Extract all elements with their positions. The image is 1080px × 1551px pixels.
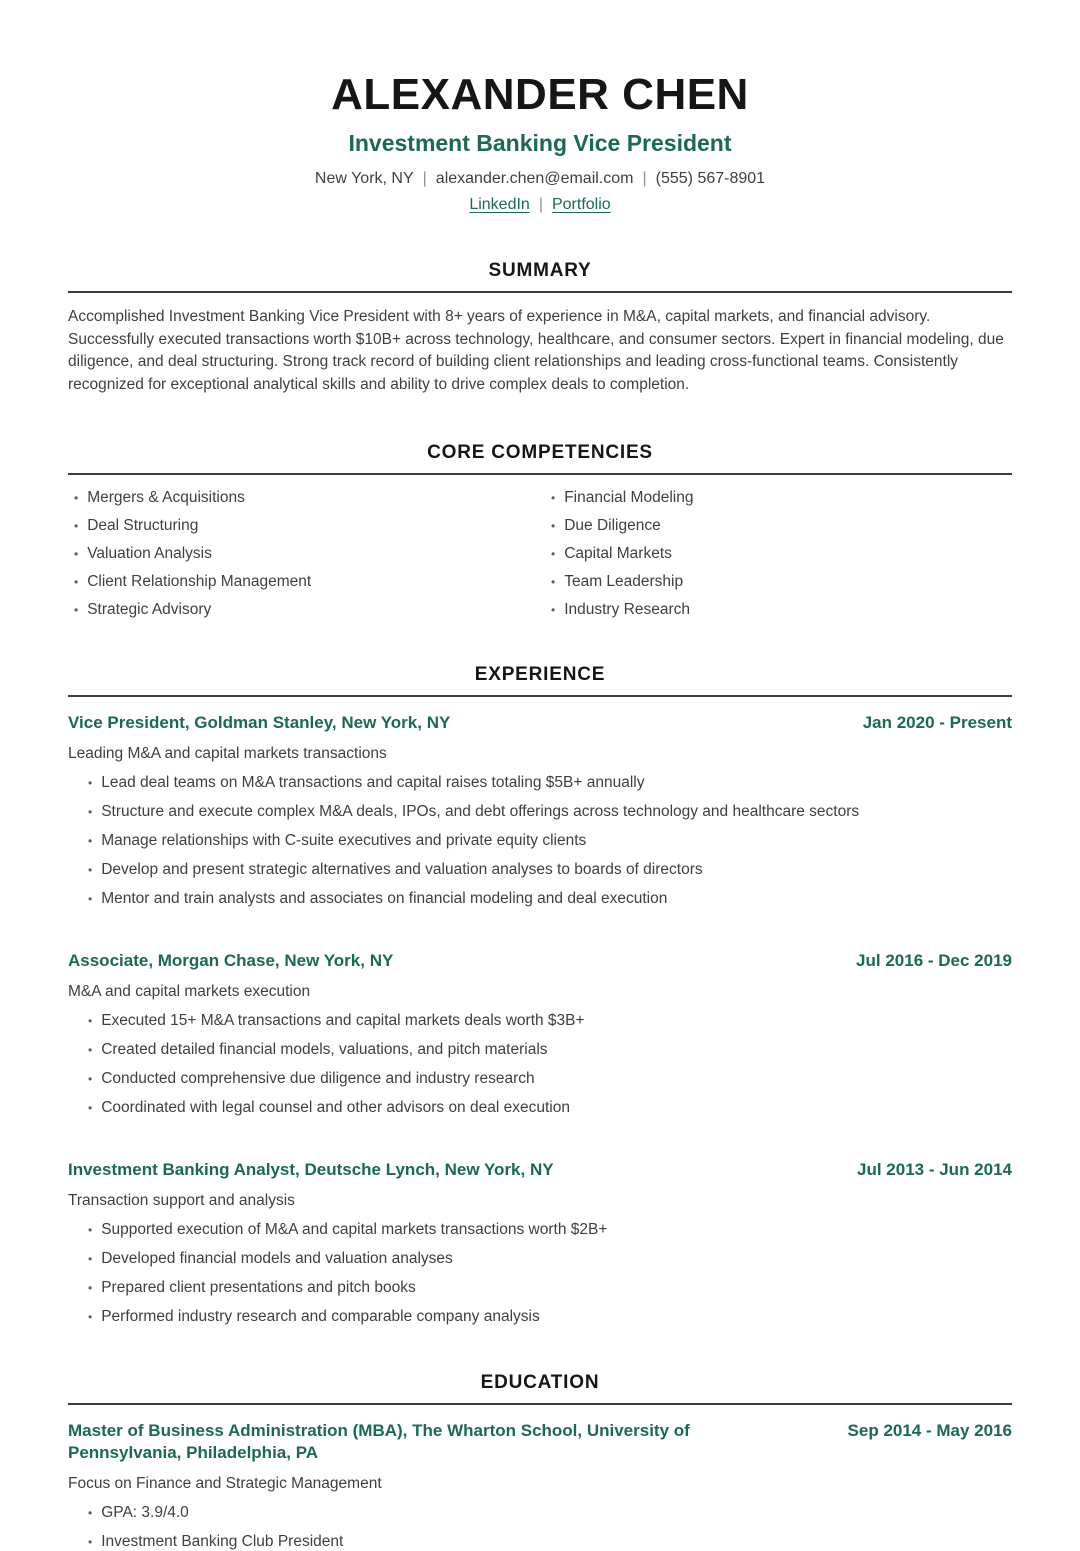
links-separator: | — [538, 196, 543, 214]
experience-entry — [68, 950, 1012, 1117]
job-bullet — [68, 774, 1012, 792]
competency-label: Team Leadership — [564, 573, 684, 591]
job-bullet — [68, 890, 1012, 908]
contact-line — [68, 170, 1012, 188]
job-bullet — [68, 1221, 1012, 1239]
bullet-dot-icon: • — [88, 1310, 93, 1325]
bullet-dot-icon: • — [74, 547, 79, 562]
bullet-dot-icon: • — [88, 863, 93, 878]
job-bullet-list — [68, 1221, 1012, 1326]
bullet-dot-icon: • — [88, 1252, 93, 1267]
experience-heading: EXPERIENCE — [474, 664, 606, 686]
bullet-dot-icon: • — [88, 1223, 93, 1238]
competencies-heading: CORE COMPETENCIES — [427, 442, 653, 464]
bullet-dot-icon: • — [88, 1281, 93, 1296]
competency-label: Capital Markets — [564, 545, 672, 563]
competency-item — [68, 574, 535, 590]
degree-dates: Sep 2014 - May 2016 — [847, 1421, 1012, 1441]
competencies-right-column — [545, 490, 1012, 618]
competency-label: Mergers & Acquisitions — [87, 489, 245, 507]
bullet-text: Conducted comprehensive due diligence and industry research — [101, 1070, 535, 1088]
bullet-dot-icon: • — [88, 1014, 93, 1029]
competency-item — [545, 490, 1012, 506]
links-line — [68, 196, 1012, 214]
job-dates: Jul 2016 - Dec 2019 — [856, 951, 1012, 971]
experience-entry — [68, 1159, 1012, 1326]
competency-item — [68, 518, 535, 534]
bullet-text: Develop and present strategic alternatives and valuation analyses to boards of directors — [101, 861, 703, 879]
competency-label: Deal Structuring — [87, 517, 199, 535]
competency-label: Client Relationship Management — [87, 573, 312, 591]
job-bullet — [68, 1099, 1012, 1117]
degree-subtitle: Focus on Finance and Strategic Management — [68, 1475, 382, 1493]
bullet-dot-icon: • — [88, 892, 93, 907]
job-bullet-list — [68, 1012, 1012, 1117]
section-divider — [68, 1403, 1012, 1405]
bullet-text: Developed financial models and valuation analyses — [101, 1250, 453, 1268]
contact-separator: | — [422, 170, 427, 188]
degree-bullet — [68, 1533, 1012, 1551]
bullet-text: Lead deal teams on M&A transactions and capital raises totaling $5B+ annually — [101, 774, 645, 792]
bullet-dot-icon: • — [88, 834, 93, 849]
job-bullet-list — [68, 774, 1012, 908]
competency-label: Valuation Analysis — [87, 545, 212, 563]
job-bullet — [68, 832, 1012, 850]
bullet-dot-icon: • — [88, 1043, 93, 1058]
bullet-text: Created detailed financial models, valuations, and pitch materials — [101, 1041, 548, 1059]
resume-header — [68, 72, 1012, 214]
degree-bullet — [68, 1504, 1012, 1522]
candidate-headline: Investment Banking Vice President — [348, 130, 732, 157]
bullet-dot-icon: • — [74, 519, 79, 534]
entry-header — [68, 1159, 1012, 1181]
job-bullet — [68, 1012, 1012, 1030]
education-entry — [68, 1420, 1012, 1551]
bullet-text: Executed 15+ M&A transactions and capital markets deals worth $3B+ — [101, 1012, 585, 1030]
bullet-dot-icon: • — [88, 1535, 93, 1550]
competency-item — [545, 518, 1012, 534]
job-bullet — [68, 1279, 1012, 1297]
linkedin-link[interactable]: LinkedIn — [469, 196, 530, 214]
job-title: Associate, Morgan Chase, New York, NY — [68, 951, 394, 971]
job-subtitle: Transaction support and analysis — [68, 1192, 295, 1210]
competency-item — [68, 490, 535, 506]
competency-label: Industry Research — [564, 601, 690, 619]
section-education — [68, 1372, 1012, 1551]
summary-heading: SUMMARY — [488, 260, 592, 282]
job-bullet — [68, 803, 1012, 821]
bullet-text: Structure and execute complex M&A deals, IPOs, and debt offerings across technology and healthcare sectors — [101, 803, 860, 821]
entry-header — [68, 950, 1012, 972]
bullet-dot-icon: • — [88, 776, 93, 791]
section-divider — [68, 473, 1012, 475]
job-bullet — [68, 861, 1012, 879]
job-title: Vice President, Goldman Stanley, New York, NY — [68, 713, 451, 733]
competency-item — [68, 546, 535, 562]
competency-label: Strategic Advisory — [87, 601, 212, 619]
bullet-dot-icon: • — [551, 491, 556, 506]
job-bullet — [68, 1250, 1012, 1268]
section-divider — [68, 291, 1012, 293]
job-bullet — [68, 1041, 1012, 1059]
bullet-text: Supported execution of M&A and capital markets transactions worth $2B+ — [101, 1221, 608, 1239]
summary-text: Accomplished Investment Banking Vice President with 8+ years of experience in M&A, capital markets, and financial advisory. Successfully executed transactions worth $10B+ across technology, healthcare, and consumer sectors. Expert in financial modeling, due diligence, and deal structuring. Strong track record of building client relationships and leading cross-functional teams. Consistently recognized for exceptional analytical skills and ability to drive complex deals to completion. — [68, 308, 1004, 393]
competency-label: Financial Modeling — [564, 489, 694, 507]
section-experience — [68, 664, 1012, 1326]
bullet-dot-icon: • — [88, 805, 93, 820]
bullet-text: Mentor and train analysts and associates on financial modeling and deal execution — [101, 890, 668, 908]
section-divider — [68, 695, 1012, 697]
bullet-dot-icon: • — [88, 1101, 93, 1116]
degree-bullet-list — [68, 1504, 1012, 1551]
job-subtitle: M&A and capital markets execution — [68, 983, 311, 1001]
section-summary — [68, 260, 1012, 396]
contact-location: New York, NY — [314, 170, 414, 188]
job-dates: Jul 2013 - Jun 2014 — [857, 1160, 1012, 1180]
job-title: Investment Banking Analyst, Deutsche Lynch, New York, NY — [68, 1160, 554, 1180]
contact-separator: | — [642, 170, 647, 188]
candidate-name: ALEXANDER CHEN — [331, 70, 749, 119]
competency-item — [545, 574, 1012, 590]
bullet-text: Prepared client presentations and pitch books — [101, 1279, 416, 1297]
bullet-dot-icon: • — [551, 519, 556, 534]
competency-item — [545, 602, 1012, 618]
bullet-dot-icon: • — [551, 575, 556, 590]
bullet-text: Manage relationships with C-suite executives and private equity clients — [101, 832, 587, 850]
bullet-dot-icon: • — [551, 603, 556, 618]
contact-email: alexander.chen@email.com — [435, 170, 634, 188]
bullet-text: Investment Banking Club President — [101, 1533, 344, 1551]
bullet-dot-icon: • — [88, 1506, 93, 1521]
contact-phone: (555) 567-8901 — [655, 170, 766, 188]
bullet-dot-icon: • — [551, 547, 556, 562]
competency-item — [545, 546, 1012, 562]
competencies-grid — [68, 490, 1012, 618]
bullet-text: GPA: 3.9/4.0 — [101, 1504, 189, 1522]
degree-title: Master of Business Administration (MBA), The Wharton School, University of Pennsylvania, Philadelphia, PA — [68, 1421, 690, 1463]
section-competencies — [68, 442, 1012, 618]
competency-item — [68, 602, 535, 618]
bullet-dot-icon: • — [74, 603, 79, 618]
job-bullet — [68, 1308, 1012, 1326]
job-dates: Jan 2020 - Present — [862, 713, 1012, 733]
bullet-dot-icon: • — [74, 491, 79, 506]
bullet-dot-icon: • — [74, 575, 79, 590]
portfolio-link[interactable]: Portfolio — [551, 196, 611, 214]
entry-header — [68, 712, 1012, 734]
entry-header — [68, 1420, 1012, 1464]
job-bullet — [68, 1070, 1012, 1088]
education-heading: EDUCATION — [480, 1372, 600, 1394]
job-subtitle: Leading M&A and capital markets transactions — [68, 745, 387, 763]
experience-entry — [68, 712, 1012, 908]
bullet-text: Coordinated with legal counsel and other advisors on deal execution — [101, 1099, 570, 1117]
competencies-left-column — [68, 490, 535, 618]
bullet-dot-icon: • — [88, 1072, 93, 1087]
competency-label: Due Diligence — [564, 517, 661, 535]
bullet-text: Performed industry research and comparable company analysis — [101, 1308, 540, 1326]
